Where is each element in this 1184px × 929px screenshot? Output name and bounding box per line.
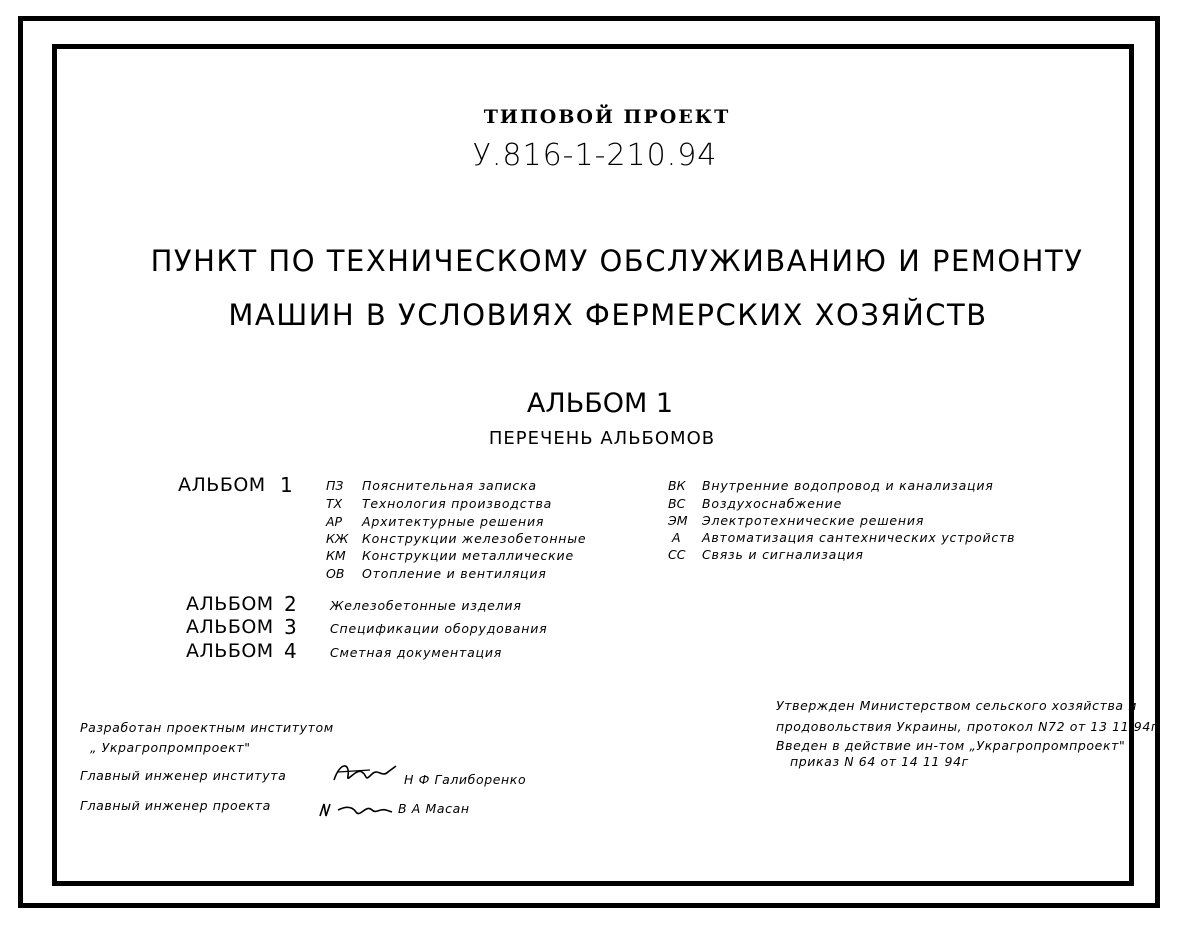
album-1-number: 1: [280, 473, 293, 497]
album-3-contents: Спецификации оборудования: [330, 621, 548, 636]
title-line-2: МАШИН В УСЛОВИЯХ ФЕРМЕРСКИХ ХОЗЯЙСТВ: [228, 298, 988, 332]
list-item: Конструкции железобетонные: [362, 531, 587, 546]
approval-line-4: приказ N 64 от 14 11 94г: [790, 754, 969, 769]
list-item-code: ВС: [668, 496, 686, 511]
album-3-label: АЛЬБОМ: [186, 616, 274, 638]
chief-engineer-project-role: Главный инженер проекта: [80, 798, 271, 813]
list-item: Внутренние водопровод и канализация: [702, 478, 994, 493]
list-item: Отопление и вентиляция: [362, 566, 547, 581]
list-item-code: ОВ: [326, 566, 345, 581]
list-item-code: КЖ: [326, 531, 349, 546]
chief-engineer-institute-role: Главный инженер института: [80, 768, 287, 783]
list-item: Пояснительная записка: [362, 478, 537, 493]
signature-1: [330, 758, 402, 788]
album-1-label: АЛЬБОМ: [178, 474, 266, 496]
list-item-code: ТХ: [326, 496, 343, 511]
list-item: Воздухоснабжение: [702, 496, 843, 511]
approval-line-2: продовольствия Украины, протокол N72 от 13 11 94г: [776, 719, 1159, 734]
chief-engineer-project-name: В А Масан: [398, 801, 470, 816]
approval-line-1: Утвержден Министерством сельского хозяйства и: [776, 698, 1137, 713]
album-3-number: 3: [284, 615, 297, 639]
album-2-number: 2: [284, 592, 297, 616]
list-item: Электротехнические решения: [702, 513, 925, 528]
list-item-code: А: [672, 530, 681, 545]
list-item: Автоматизация сантехнических устройств: [702, 530, 1016, 545]
list-item: Связь и сигнализация: [702, 547, 864, 562]
list-item: Технология производства: [362, 496, 553, 511]
approval-line-3: Введен в действие ин-том „Украгропромпроект": [776, 738, 1126, 753]
list-item-code: ЭМ: [668, 513, 688, 528]
album-2-contents: Железобетонные изделия: [330, 598, 522, 613]
developer-line-2: „ Украгропромпроект": [90, 740, 251, 755]
project-type-label: ТИПОВОЙ ПРОЕКТ: [483, 106, 731, 128]
list-item: Конструкции металлические: [362, 548, 574, 563]
project-number: У.816-1-210.94: [472, 138, 718, 173]
developer-line-1: Разработан проектным институтом: [80, 720, 334, 735]
album-2-label: АЛЬБОМ: [186, 593, 274, 615]
list-item-code: ВК: [668, 478, 686, 493]
list-item-code: ПЗ: [326, 478, 344, 493]
list-item-code: КМ: [326, 548, 346, 563]
list-item: Архитектурные решения: [362, 514, 545, 529]
title-line-1: ПУНКТ ПО ТЕХНИЧЕСКОМУ ОБСЛУЖИВАНИЮ И РЕМОНТУ: [150, 244, 1084, 278]
chief-engineer-institute-name: Н Ф Галибоpенко: [404, 772, 527, 787]
album-4-number: 4: [284, 639, 297, 663]
album-4-label: АЛЬБОМ: [186, 640, 274, 662]
list-item-code: СС: [668, 547, 686, 562]
album-subheading: ПЕРЕЧЕНЬ АЛЬБОМОВ: [488, 428, 716, 449]
album-4-contents: Сметная документация: [330, 645, 503, 660]
list-item-code: АР: [326, 514, 343, 529]
album-heading: АЛЬБОМ 1: [526, 388, 674, 419]
signature-2: [316, 796, 396, 822]
